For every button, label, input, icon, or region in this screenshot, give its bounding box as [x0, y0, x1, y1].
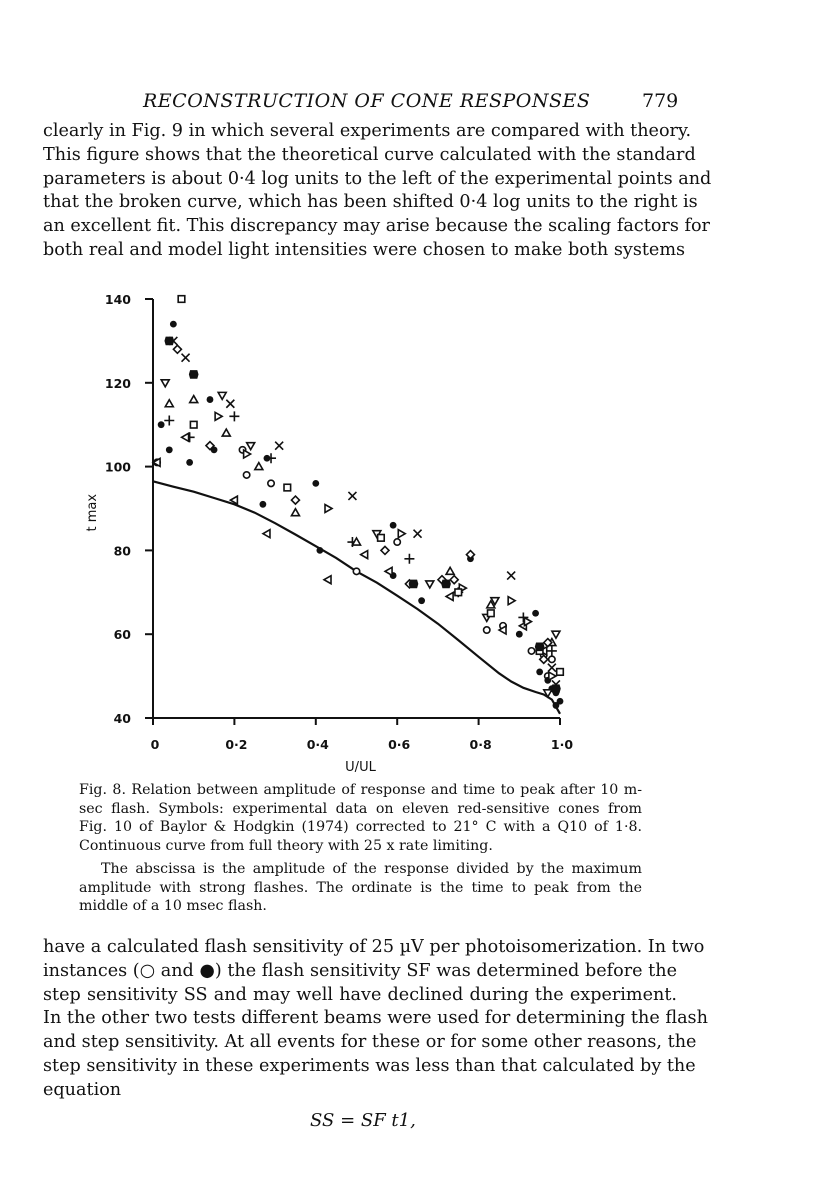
data-point-triangle-left [263, 530, 270, 538]
data-point-circle-filled [259, 501, 266, 508]
caption-line: sec flash. Symbols: experimental data on eleven red-sensitive cones from [79, 800, 642, 817]
text-line: step sensitivity SS and may well have declined during the experiment. [43, 984, 677, 1005]
body-paragraph-bottom [43, 936, 708, 1103]
text-line: that the broken curve, which has been shifted 0·4 log units to the right is [43, 192, 698, 213]
data-point-hexagon [442, 580, 450, 587]
data-point-triangle-down [426, 581, 434, 588]
data-point-triangle-up [353, 538, 361, 545]
data-point-triangle-up [222, 429, 230, 436]
y-tick-label: 120 [104, 375, 131, 391]
data-point-triangle-right [398, 530, 405, 538]
data-point-triangle-right [549, 672, 556, 680]
data-point-x [507, 572, 515, 580]
data-point-circle-filled [390, 522, 397, 529]
data-point-square-open [557, 669, 564, 676]
data-point-triangle-left [182, 433, 189, 441]
data-point-triangle-up [446, 567, 454, 574]
caption-line: Continuous curve from full theory with 25 x rate limiting. [79, 837, 493, 854]
data-point-circle-filled [207, 396, 214, 403]
data-point-circle-filled [536, 669, 543, 676]
data-point-triangle-right [524, 618, 531, 626]
text-line: both real and model light intensities were chosen to make both systems [43, 239, 686, 260]
data-point-x [414, 530, 422, 538]
data-point-circle-open [394, 539, 400, 545]
x-axis-label: U/UL [345, 760, 376, 775]
chart-axes [105, 292, 573, 752]
data-point-hexagon [536, 643, 544, 650]
data-point-triangle-down [161, 380, 169, 387]
data-point-circle-filled [532, 610, 539, 617]
data-point-circle-open [484, 627, 490, 633]
data-point-plus [266, 453, 276, 463]
data-point-circle-open [549, 656, 555, 662]
running-title: RECONSTRUCTION OF CONE RESPONSES [143, 90, 591, 112]
data-point-square-open [488, 610, 495, 617]
text-line: equation [43, 1079, 122, 1100]
figure-caption [79, 781, 642, 855]
data-point-hexagon [165, 337, 173, 344]
data-point-x [226, 400, 234, 408]
x-tick-label: 0·6 [388, 737, 411, 752]
x-tick-label: 1·0 [550, 737, 574, 752]
data-point-triangle-up [165, 400, 173, 407]
data-point-square-open [378, 535, 385, 542]
data-point-triangle-left [385, 567, 392, 575]
data-point-circle-filled [186, 459, 193, 466]
y-tick-label: 100 [104, 459, 131, 475]
data-point-triangle-left [446, 592, 453, 600]
data-point-triangle-left [324, 576, 331, 584]
data-point-triangle-down [218, 392, 226, 399]
data-point-triangle-up [291, 509, 299, 516]
data-point-diamond [173, 345, 181, 353]
data-point-square-open [284, 484, 291, 491]
data-point-plus [547, 646, 557, 656]
data-point-triangle-up [190, 396, 198, 403]
data-point-circle-filled [553, 702, 560, 709]
data-point-triangle-up [255, 463, 263, 470]
data-point-x [182, 354, 190, 362]
x-tick-label: 0·8 [469, 737, 492, 752]
data-point-circle-open [528, 648, 534, 654]
page-number: 779 [642, 90, 679, 112]
figure-8-chart [0, 280, 816, 780]
x-tick-label: 0 [150, 737, 160, 752]
data-point-plus [164, 416, 174, 426]
data-point-square-open [190, 421, 197, 428]
text-line: and step sensitivity. At all events for these or for some other reasons, the [43, 1032, 697, 1053]
data-point-triangle-left [361, 551, 368, 559]
data-point-diamond [450, 576, 458, 584]
data-point-circle-filled [516, 631, 523, 638]
data-point-diamond [381, 546, 389, 554]
text-line: instances (○ and ●) the flash sensitivity SF was determined before the [43, 960, 677, 981]
y-tick-label: 60 [113, 627, 131, 643]
body-paragraph-top [43, 120, 712, 263]
running-header [0, 90, 816, 116]
data-point-hexagon [409, 580, 417, 587]
data-point-circle-filled [166, 446, 173, 453]
data-point-square-open [455, 589, 462, 596]
data-point-circle-filled [316, 547, 323, 554]
text-line: an excellent fit. This discrepancy may arise because the scaling factors for [43, 216, 710, 237]
data-point-x [548, 664, 556, 672]
text-line: clearly in Fig. 9 in which several experiments are compared with theory. [43, 121, 692, 141]
caption-line: Fig. 10 of Baylor & Hodgkin (1974) corrected to 21° C with a Q10 of 1·8. [79, 819, 642, 836]
data-points-layer [153, 296, 563, 709]
data-point-hexagon [190, 371, 198, 378]
text-line: In the other two tests different beams were used for determining the flash [43, 1008, 708, 1029]
caption-line: middle of a 10 msec flash. [79, 898, 267, 915]
data-point-diamond [291, 496, 299, 504]
data-point-hexagon [552, 685, 560, 692]
data-point-circle-filled [170, 321, 177, 328]
caption-line: amplitude with strong flashes. The ordinate is the time to peak from the [79, 879, 642, 896]
equation: SS = SF t1, [310, 1110, 416, 1131]
x-tick-label: 0·4 [306, 737, 329, 752]
data-point-triangle-right [508, 597, 515, 605]
data-point-x [275, 442, 283, 450]
text-line: parameters is about 0·4 log units to the left of the experimental points and [43, 168, 712, 189]
data-point-triangle-left [153, 458, 160, 466]
y-tick-label: 40 [113, 711, 131, 726]
text-line: This figure shows that the theoretical curve calculated with the standard [43, 144, 696, 165]
data-point-circle-filled [312, 480, 319, 487]
data-point-x [348, 492, 356, 500]
data-point-plus [404, 554, 414, 564]
data-point-triangle-right [244, 450, 251, 458]
data-point-plus [229, 411, 239, 421]
y-tick-label: 140 [104, 292, 131, 307]
data-point-triangle-right [325, 505, 332, 513]
figure-caption-note [79, 860, 642, 916]
data-point-triangle-down [247, 443, 255, 450]
data-point-circle-open [243, 472, 249, 478]
data-point-triangle-down [552, 631, 560, 638]
data-point-square-open [178, 296, 185, 303]
x-tick-label: 0·2 [225, 737, 248, 752]
caption-line: The abscissa is the amplitude of the response divided by the maximum [101, 861, 642, 877]
data-point-triangle-right [215, 412, 222, 420]
y-tick-label: 80 [113, 543, 131, 559]
data-point-circle-open [353, 568, 359, 574]
data-point-circle-filled [418, 597, 425, 604]
text-line: step sensitivity in these experiments was less than that calculated by the [43, 1055, 696, 1076]
y-axis-label: t max [85, 493, 100, 532]
data-point-circle-open [268, 480, 274, 486]
data-point-circle-filled [158, 421, 165, 428]
caption-line: Fig. 8. Relation between amplitude of response and time to peak after 10 m- [79, 782, 642, 798]
text-line: have a calculated flash sensitivity of 25 µV per photoisomerization. In two [43, 937, 705, 957]
